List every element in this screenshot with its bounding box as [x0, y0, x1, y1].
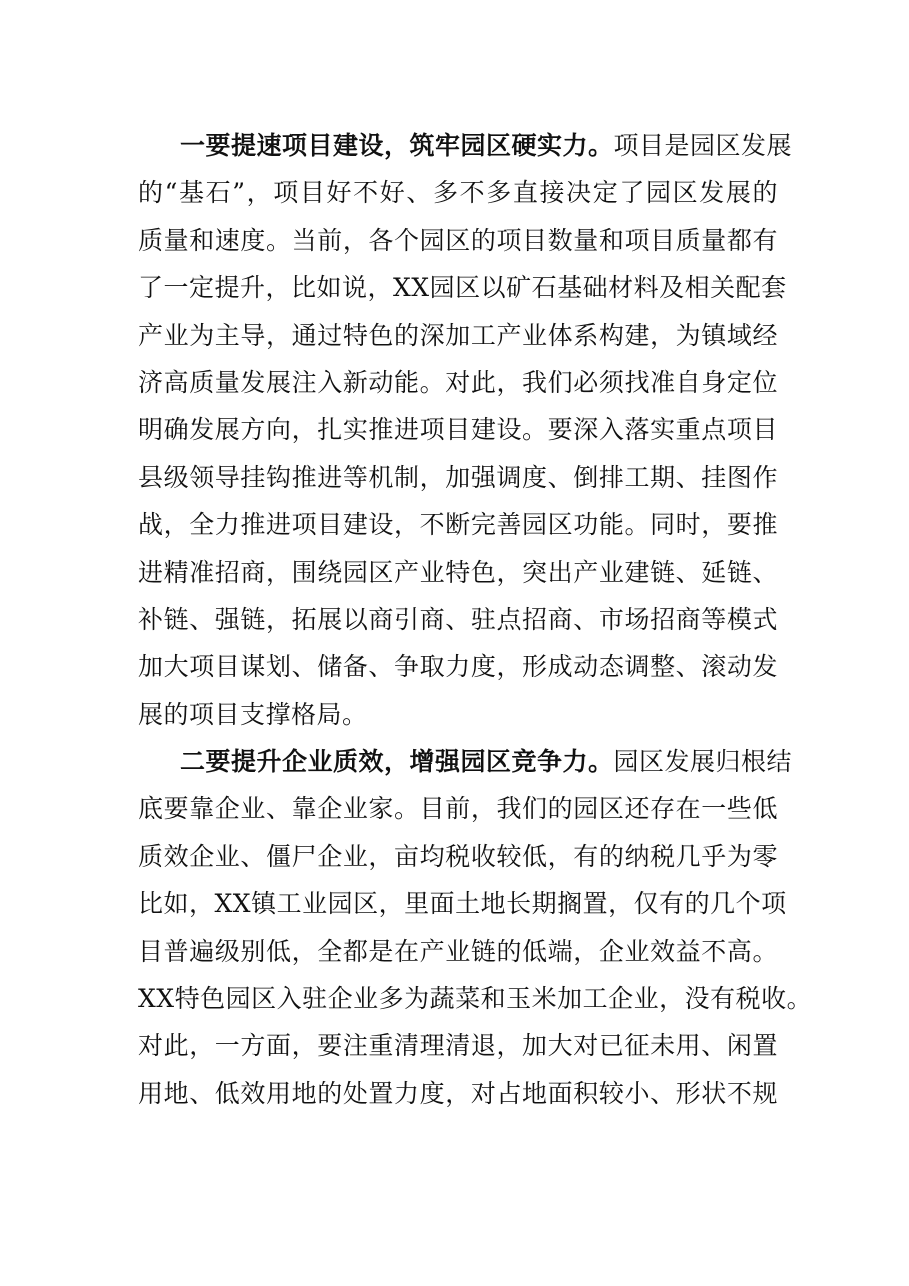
document-body: [138, 122, 813, 1117]
paragraph-1-lead: 一要提速项目建设，筑牢园区硬实力。: [180, 131, 614, 160]
paragraph-line: 县级领导挂钩推进等机制，加强调度、倒排工期、挂图作: [138, 462, 778, 492]
paragraph-line: 济高质量发展注入新动能。对此，我们必须找准自身定位: [138, 367, 778, 397]
paragraph-2-text: 园区发展归根结: [613, 747, 793, 777]
paragraph-line: 用地、低效用地的处置力度，对占地面积较小、形状不规: [138, 1078, 778, 1108]
paragraph-line: 了一定提升，比如说，XX园区以矿石基础材料及相关配套: [138, 273, 787, 303]
paragraph-line: 进精准招商，围绕园区产业特色，突出产业建链、延链、: [138, 557, 778, 587]
paragraph-line: 底要靠企业、靠企业家。目前，我们的园区还存在一些低: [138, 794, 778, 824]
paragraph-1-line-1: [138, 122, 793, 169]
paragraph-line: 的“基石”，项目好不好、多不多直接决定了园区发展的: [138, 178, 778, 208]
paragraph-line: 加大项目谋划、储备、争取力度，形成动态调整、滚动发: [138, 652, 778, 682]
paragraph-1-text: 项目是园区发展: [613, 131, 793, 160]
paragraph-2-lead: 二要提升企业质效，增强园区竞争力。: [180, 747, 614, 777]
paragraph-line: 展的项目支撑格局。: [138, 699, 368, 729]
paragraph-line: 产业为主导，通过特色的深加工产业体系构建，为镇域经: [138, 320, 778, 350]
paragraph-line: 目普遍级别低，全都是在产业链的低端，企业效益不高。: [138, 936, 778, 966]
paragraph-line: XX特色园区入驻企业多为蔬菜和玉米加工企业，没有税收。: [138, 984, 813, 1014]
paragraph-line: 补链、强链，拓展以商引商、驻点招商、市场招商等模式: [138, 604, 778, 634]
paragraph-line: 对此，一方面，要注重清理清退，加大对已征未用、闲置: [138, 1031, 778, 1061]
paragraph-line: 质量和速度。当前，各个园区的项目数量和项目质量都有: [138, 225, 778, 255]
paragraph-line: 质效企业、僵尸企业，亩均税收较低，有的纳税几乎为零: [138, 841, 778, 871]
paragraph-2-line-1: [138, 738, 793, 785]
paragraph-line: 明确发展方向，扎实推进项目建设。要深入落实重点项目: [138, 415, 778, 445]
paragraph-line: 比如，XX镇工业园区，里面土地长期搁置，仅有的几个项: [138, 889, 787, 919]
paragraph-line: 战，全力推进项目建设，不断完善园区功能。同时，要推: [138, 510, 778, 540]
